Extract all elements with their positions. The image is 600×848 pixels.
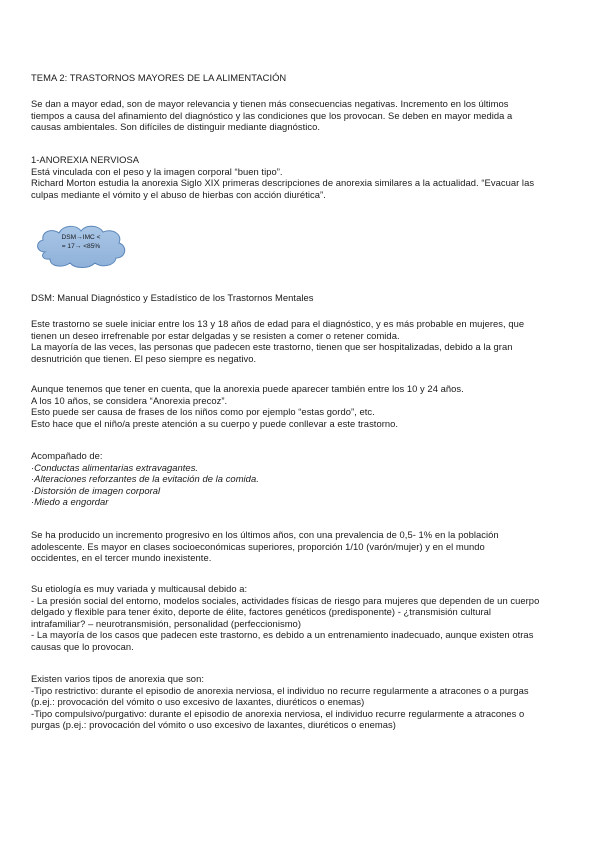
text-line: adolescente. Es mayor en clases socioeconómicas superiores, proporción 1/10 (varón/mujer) y en el mundo: [31, 540, 485, 552]
section-heading: 1-ANOREXIA NERVIOSA: [31, 154, 140, 165]
text-line: Se dan a mayor edad, son de mayor relevancia y tienen más consecuencias negativas. Incremento en los últimos: [31, 98, 509, 109]
list-item: ·Conductas alimentarias extravagantes.: [31, 461, 199, 473]
text-line: Existen varios tipos de anorexia que son:: [31, 673, 204, 684]
text-line: - La presión social del entorno, modelos sociales, actividades físicas de riesgo para mujeres que dependen de un cuerpo: [31, 594, 540, 606]
text-line: - La mayoría de los casos que padecen este trastorno, es debido a un entrenamiento inadecuado, aunque existen otras: [31, 629, 534, 641]
dsm-cloud-callout: [33, 222, 129, 270]
text-line: tienen un deseo irrefrenable por estar delgadas y se resisten a comer o retener comida.: [31, 329, 400, 341]
text-line: (p.ej.: provocación del vómito o uso excesivo de laxantes, diuréticos o enemas): [31, 696, 365, 708]
cloud-line: = 17→ <85%: [61, 243, 101, 250]
text-line: Este trastorno se suele iniciar entre los 13 y 18 años de edad para el diagnóstico, y es más probable en mujeres, que: [31, 318, 525, 329]
text-line: -Tipo compulsivo/purgativo: durante el episodio de anorexia nerviosa, el individuo recurre regularmente a atracones o: [31, 707, 525, 719]
text-line: culpas mediante el vómito y el abuso de hierbas con acción diurética”.: [31, 188, 326, 200]
list-item: ·Distorsión de imagen corporal: [31, 484, 161, 496]
age-paragraph: [31, 383, 571, 429]
document-title: TEMA 2: TRASTORNOS MAYORES DE LA ALIMENTACIÓN: [31, 72, 287, 83]
text-line: Se ha producido un incremento progresivo en los últimos años, con una prevalencia de 0,5- 1% en la población: [31, 529, 499, 540]
section-anorexia: [31, 154, 571, 200]
text-line: -Tipo restrictivo: durante el episodio de anorexia nerviosa, el individuo no recurre regularmente a atracones o a purgas: [31, 684, 529, 696]
text-line: La mayoría de las veces, las personas que padecen este trastorno, tienen que ser hospitalizadas, debido a la gran: [31, 341, 513, 353]
types-paragraph: [31, 673, 571, 731]
prevalence-paragraph: [31, 529, 571, 564]
text-line: Está vinculada con el peso y la imagen corporal “buen tipo”.: [31, 165, 283, 177]
intro-paragraph: [31, 98, 571, 133]
text-line: A los 10 años, se considera “Anorexia precoz”.: [31, 394, 228, 406]
cloud-label: [33, 233, 129, 251]
text-line: desnutrición que tienen. El peso siempre es negativo.: [31, 352, 257, 364]
cloud-line: DSM→IMC <: [61, 234, 101, 241]
list-heading: Acompañado de:: [31, 450, 103, 461]
text-line: causas que lo provocan.: [31, 640, 134, 652]
dsm-definition: DSM: Manual Diagnóstico y Estadístico de los Trastornos Mentales: [31, 292, 314, 303]
text-line: Su etiología es muy variada y multicausal debido a:: [31, 583, 248, 594]
etiology-paragraph: [31, 583, 571, 653]
text-line: Esto puede ser causa de frases de los niños como por ejemplo “estas gordo”, etc.: [31, 406, 375, 418]
list-item: ·Miedo a engordar: [31, 496, 109, 508]
text-line: Esto hace que el niño/a preste atención a su cuerpo y puede conllevar a este trastorno.: [31, 417, 399, 429]
text-line: causas ambientales. Son difíciles de distinguir mediante diagnóstico.: [31, 121, 321, 133]
text-line: delgado y flexible para tener éxito, deporte de élite, factores genéticos (predisponente) - ¿transmisión cultural: [31, 606, 492, 618]
text-line: tiempos a causa del afinamiento del diagnóstico y las condiciones que los provocan. Se deben en mayor medida a: [31, 109, 513, 121]
text-line: purgas (p.ej.: provocación del vómito o uso excesivo de laxantes, diuréticos o enemas): [31, 719, 396, 731]
text-line: Aunque tenemos que tener en cuenta, que la anorexia puede aparecer también entre los 10 y 24 años.: [31, 383, 464, 394]
text-line: intrafamiliar? – neurotransmisión, personalidad (perfeccionismo): [31, 617, 301, 629]
accompanied-list: [31, 450, 571, 508]
text-line: occidentes, en el tercer mundo inexistente.: [31, 552, 212, 564]
onset-paragraph: [31, 318, 571, 364]
list-item: ·Alteraciones reforzantes de la evitación de la comida.: [31, 473, 259, 485]
text-line: Richard Morton estudia la anorexia Siglo XIX primeras descripciones de anorexia similares a la actualidad. “Evacuar las: [31, 177, 535, 189]
